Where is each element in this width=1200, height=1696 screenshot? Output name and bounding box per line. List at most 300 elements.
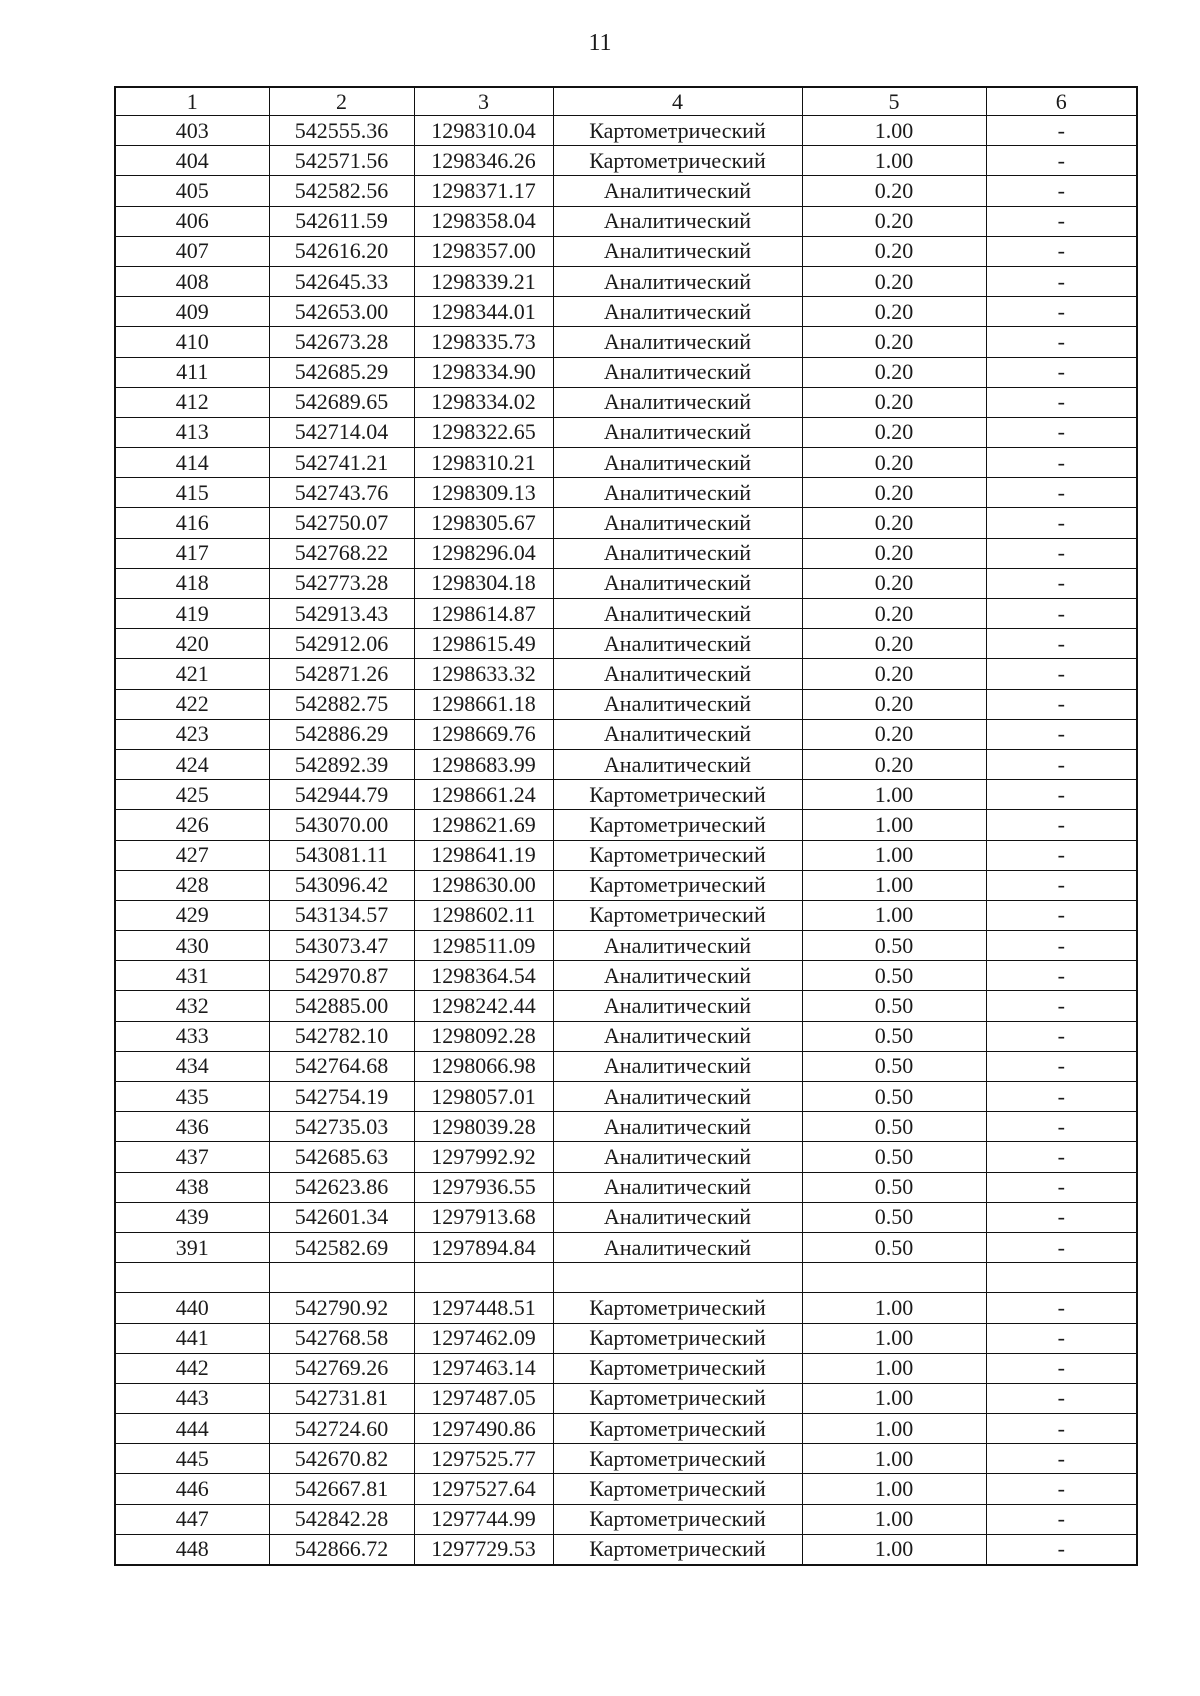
y-coordinate-cell: 1298039.28	[414, 1112, 553, 1142]
x-coordinate-cell: 542790.92	[269, 1293, 414, 1323]
coordinates-table	[114, 86, 1138, 1566]
note-cell	[986, 1263, 1137, 1293]
note-cell: -	[986, 176, 1137, 206]
point-number-cell: 405	[115, 176, 269, 206]
method-cell: Аналитический	[553, 931, 802, 961]
point-number-cell: 407	[115, 236, 269, 266]
note-cell: -	[986, 478, 1137, 508]
note-cell: -	[986, 448, 1137, 478]
note-cell: -	[986, 1323, 1137, 1353]
point-number-cell: 437	[115, 1142, 269, 1172]
column-header: 6	[986, 87, 1137, 116]
note-cell: -	[986, 629, 1137, 659]
accuracy-cell: 1.00	[802, 146, 986, 176]
table-row	[115, 1293, 1137, 1323]
point-number-cell: 446	[115, 1474, 269, 1504]
method-cell: Картометрический	[553, 1293, 802, 1323]
accuracy-cell: 0.50	[802, 1021, 986, 1051]
x-coordinate-cell: 542685.29	[269, 357, 414, 387]
method-cell: Аналитический	[553, 357, 802, 387]
x-coordinate-cell: 542645.33	[269, 266, 414, 296]
method-cell: Картометрический	[553, 1474, 802, 1504]
table-row	[115, 176, 1137, 206]
table-row	[115, 236, 1137, 266]
note-cell: -	[986, 1474, 1137, 1504]
point-number-cell: 414	[115, 448, 269, 478]
accuracy-cell: 1.00	[802, 1444, 986, 1474]
x-coordinate-cell: 542673.28	[269, 327, 414, 357]
accuracy-cell: 0.50	[802, 1051, 986, 1081]
point-number-cell: 419	[115, 599, 269, 629]
y-coordinate-cell: 1297462.09	[414, 1323, 553, 1353]
x-coordinate-cell: 542743.76	[269, 478, 414, 508]
accuracy-cell: 0.20	[802, 749, 986, 779]
point-number-cell: 435	[115, 1082, 269, 1112]
point-number-cell: 427	[115, 840, 269, 870]
method-cell: Аналитический	[553, 1172, 802, 1202]
note-cell: -	[986, 961, 1137, 991]
table-row	[115, 538, 1137, 568]
note-cell: -	[986, 206, 1137, 236]
y-coordinate-cell: 1297525.77	[414, 1444, 553, 1474]
x-coordinate-cell: 542653.00	[269, 297, 414, 327]
x-coordinate-cell: 542768.22	[269, 538, 414, 568]
x-coordinate-cell: 543096.42	[269, 870, 414, 900]
y-coordinate-cell: 1298344.01	[414, 297, 553, 327]
method-cell: Аналитический	[553, 1082, 802, 1112]
x-coordinate-cell: 543070.00	[269, 810, 414, 840]
x-coordinate-cell: 543073.47	[269, 931, 414, 961]
x-coordinate-cell: 542882.75	[269, 689, 414, 719]
note-cell: -	[986, 1383, 1137, 1413]
y-coordinate-cell: 1297894.84	[414, 1232, 553, 1262]
note-cell: -	[986, 1353, 1137, 1383]
table-row	[115, 266, 1137, 296]
note-cell: -	[986, 1021, 1137, 1051]
table-row	[115, 387, 1137, 417]
note-cell: -	[986, 387, 1137, 417]
y-coordinate-cell: 1297729.53	[414, 1534, 553, 1565]
method-cell: Аналитический	[553, 689, 802, 719]
y-coordinate-cell: 1298339.21	[414, 266, 553, 296]
method-cell: Аналитический	[553, 448, 802, 478]
method-cell: Картометрический	[553, 1353, 802, 1383]
x-coordinate-cell	[269, 1263, 414, 1293]
point-number-cell: 442	[115, 1353, 269, 1383]
x-coordinate-cell: 542913.43	[269, 599, 414, 629]
accuracy-cell: 1.00	[802, 840, 986, 870]
table-row	[115, 448, 1137, 478]
accuracy-cell: 1.00	[802, 1293, 986, 1323]
accuracy-cell: 0.50	[802, 1202, 986, 1232]
table-row	[115, 1474, 1137, 1504]
accuracy-cell: 0.20	[802, 327, 986, 357]
y-coordinate-cell: 1298310.21	[414, 448, 553, 478]
method-cell: Картометрический	[553, 810, 802, 840]
x-coordinate-cell: 542866.72	[269, 1534, 414, 1565]
y-coordinate-cell	[414, 1263, 553, 1293]
note-cell: -	[986, 1082, 1137, 1112]
table-row	[115, 1444, 1137, 1474]
note-cell: -	[986, 689, 1137, 719]
column-header: 5	[802, 87, 986, 116]
x-coordinate-cell: 543134.57	[269, 900, 414, 930]
x-coordinate-cell: 542689.65	[269, 387, 414, 417]
accuracy-cell: 0.20	[802, 659, 986, 689]
method-cell: Аналитический	[553, 659, 802, 689]
point-number-cell: 428	[115, 870, 269, 900]
point-number-cell: 440	[115, 1293, 269, 1323]
accuracy-cell: 0.20	[802, 357, 986, 387]
point-number-cell: 417	[115, 538, 269, 568]
point-number-cell: 391	[115, 1232, 269, 1262]
y-coordinate-cell: 1298633.32	[414, 659, 553, 689]
y-coordinate-cell: 1298296.04	[414, 538, 553, 568]
method-cell: Аналитический	[553, 417, 802, 447]
y-coordinate-cell: 1298614.87	[414, 599, 553, 629]
point-number-cell: 444	[115, 1414, 269, 1444]
table-row	[115, 1112, 1137, 1142]
point-number-cell: 439	[115, 1202, 269, 1232]
table-row	[115, 1504, 1137, 1534]
accuracy-cell: 1.00	[802, 1323, 986, 1353]
accuracy-cell: 0.20	[802, 176, 986, 206]
y-coordinate-cell: 1298309.13	[414, 478, 553, 508]
x-coordinate-cell: 542623.86	[269, 1172, 414, 1202]
y-coordinate-cell: 1297448.51	[414, 1293, 553, 1323]
method-cell: Аналитический	[553, 1051, 802, 1081]
x-coordinate-cell: 542892.39	[269, 749, 414, 779]
table-row	[115, 749, 1137, 779]
y-coordinate-cell: 1298364.54	[414, 961, 553, 991]
method-cell: Аналитический	[553, 538, 802, 568]
accuracy-cell: 1.00	[802, 780, 986, 810]
note-cell: -	[986, 991, 1137, 1021]
note-cell: -	[986, 508, 1137, 538]
accuracy-cell: 0.20	[802, 508, 986, 538]
y-coordinate-cell: 1298615.49	[414, 629, 553, 659]
note-cell: -	[986, 1504, 1137, 1534]
accuracy-cell: 0.20	[802, 266, 986, 296]
table-row	[115, 417, 1137, 447]
table-row	[115, 206, 1137, 236]
method-cell: Картометрический	[553, 780, 802, 810]
method-cell	[553, 1263, 802, 1293]
method-cell: Аналитический	[553, 719, 802, 749]
point-number-cell: 404	[115, 146, 269, 176]
method-cell: Картометрический	[553, 1414, 802, 1444]
x-coordinate-cell: 542912.06	[269, 629, 414, 659]
x-coordinate-cell: 542724.60	[269, 1414, 414, 1444]
accuracy-cell: 0.20	[802, 297, 986, 327]
y-coordinate-cell: 1298304.18	[414, 568, 553, 598]
point-number-cell	[115, 1263, 269, 1293]
x-coordinate-cell: 542731.81	[269, 1383, 414, 1413]
method-cell: Аналитический	[553, 991, 802, 1021]
x-coordinate-cell: 542571.56	[269, 146, 414, 176]
method-cell: Картометрический	[553, 1383, 802, 1413]
y-coordinate-cell: 1298242.44	[414, 991, 553, 1021]
accuracy-cell: 1.00	[802, 1504, 986, 1534]
table-row	[115, 1353, 1137, 1383]
table-row	[115, 1082, 1137, 1112]
y-coordinate-cell: 1297490.86	[414, 1414, 553, 1444]
table-row	[115, 116, 1137, 146]
table-row	[115, 508, 1137, 538]
x-coordinate-cell: 542735.03	[269, 1112, 414, 1142]
note-cell: -	[986, 1414, 1137, 1444]
point-number-cell: 441	[115, 1323, 269, 1353]
point-number-cell: 447	[115, 1504, 269, 1534]
accuracy-cell: 0.50	[802, 961, 986, 991]
y-coordinate-cell: 1298661.18	[414, 689, 553, 719]
method-cell: Аналитический	[553, 1021, 802, 1051]
method-cell: Аналитический	[553, 236, 802, 266]
point-number-cell: 429	[115, 900, 269, 930]
point-number-cell: 430	[115, 931, 269, 961]
column-header: 3	[414, 87, 553, 116]
table-row	[115, 1232, 1137, 1262]
accuracy-cell: 0.20	[802, 387, 986, 417]
y-coordinate-cell: 1298630.00	[414, 870, 553, 900]
table-row	[115, 568, 1137, 598]
note-cell: -	[986, 236, 1137, 266]
x-coordinate-cell: 543081.11	[269, 840, 414, 870]
point-number-cell: 420	[115, 629, 269, 659]
y-coordinate-cell: 1298357.00	[414, 236, 553, 266]
y-coordinate-cell: 1298066.98	[414, 1051, 553, 1081]
note-cell: -	[986, 146, 1137, 176]
y-coordinate-cell: 1297992.92	[414, 1142, 553, 1172]
x-coordinate-cell: 542555.36	[269, 116, 414, 146]
y-coordinate-cell: 1298057.01	[414, 1082, 553, 1112]
note-cell: -	[986, 1112, 1137, 1142]
note-cell: -	[986, 417, 1137, 447]
method-cell: Аналитический	[553, 297, 802, 327]
point-number-cell: 443	[115, 1383, 269, 1413]
table-row	[115, 478, 1137, 508]
y-coordinate-cell: 1298511.09	[414, 931, 553, 961]
y-coordinate-cell: 1297744.99	[414, 1504, 553, 1534]
table-row	[115, 931, 1137, 961]
note-cell: -	[986, 357, 1137, 387]
x-coordinate-cell: 542582.56	[269, 176, 414, 206]
point-number-cell: 433	[115, 1021, 269, 1051]
y-coordinate-cell: 1298334.90	[414, 357, 553, 387]
x-coordinate-cell: 542769.26	[269, 1353, 414, 1383]
y-coordinate-cell: 1298371.17	[414, 176, 553, 206]
point-number-cell: 421	[115, 659, 269, 689]
method-cell: Картометрический	[553, 870, 802, 900]
table-row	[115, 961, 1137, 991]
y-coordinate-cell: 1298310.04	[414, 116, 553, 146]
note-cell: -	[986, 1051, 1137, 1081]
y-coordinate-cell: 1298621.69	[414, 810, 553, 840]
method-cell: Аналитический	[553, 387, 802, 417]
x-coordinate-cell: 542667.81	[269, 1474, 414, 1504]
method-cell: Аналитический	[553, 266, 802, 296]
table-header-row	[115, 87, 1137, 116]
point-number-cell: 425	[115, 780, 269, 810]
point-number-cell: 406	[115, 206, 269, 236]
table-row	[115, 629, 1137, 659]
y-coordinate-cell: 1297487.05	[414, 1383, 553, 1413]
method-cell: Аналитический	[553, 1112, 802, 1142]
x-coordinate-cell: 542754.19	[269, 1082, 414, 1112]
y-coordinate-cell: 1298092.28	[414, 1021, 553, 1051]
note-cell: -	[986, 870, 1137, 900]
note-cell: -	[986, 538, 1137, 568]
y-coordinate-cell: 1297527.64	[414, 1474, 553, 1504]
y-coordinate-cell: 1298346.26	[414, 146, 553, 176]
table-row	[115, 1414, 1137, 1444]
y-coordinate-cell: 1298334.02	[414, 387, 553, 417]
method-cell: Аналитический	[553, 749, 802, 779]
y-coordinate-cell: 1298305.67	[414, 508, 553, 538]
point-number-cell: 408	[115, 266, 269, 296]
accuracy-cell: 0.20	[802, 719, 986, 749]
point-number-cell: 438	[115, 1172, 269, 1202]
table-body	[115, 116, 1137, 1566]
method-cell: Картометрический	[553, 1444, 802, 1474]
note-cell: -	[986, 297, 1137, 327]
table-row	[115, 1021, 1137, 1051]
table-row	[115, 991, 1137, 1021]
method-cell: Картометрический	[553, 1504, 802, 1534]
accuracy-cell: 1.00	[802, 1534, 986, 1565]
note-cell: -	[986, 266, 1137, 296]
point-number-cell: 426	[115, 810, 269, 840]
x-coordinate-cell: 542741.21	[269, 448, 414, 478]
x-coordinate-cell: 542842.28	[269, 1504, 414, 1534]
y-coordinate-cell: 1297463.14	[414, 1353, 553, 1383]
table-row	[115, 900, 1137, 930]
note-cell: -	[986, 1232, 1137, 1262]
point-number-cell: 424	[115, 749, 269, 779]
y-coordinate-cell: 1298335.73	[414, 327, 553, 357]
accuracy-cell: 0.50	[802, 991, 986, 1021]
method-cell: Аналитический	[553, 1142, 802, 1172]
note-cell: -	[986, 116, 1137, 146]
note-cell: -	[986, 327, 1137, 357]
table-row	[115, 1051, 1137, 1081]
table-row	[115, 357, 1137, 387]
note-cell: -	[986, 1172, 1137, 1202]
y-coordinate-cell: 1298322.65	[414, 417, 553, 447]
note-cell: -	[986, 931, 1137, 961]
accuracy-cell: 0.20	[802, 448, 986, 478]
note-cell: -	[986, 1202, 1137, 1232]
y-coordinate-cell: 1297936.55	[414, 1172, 553, 1202]
method-cell: Аналитический	[553, 206, 802, 236]
x-coordinate-cell: 542885.00	[269, 991, 414, 1021]
y-coordinate-cell: 1298641.19	[414, 840, 553, 870]
point-number-cell: 422	[115, 689, 269, 719]
accuracy-cell: 0.20	[802, 478, 986, 508]
table-row	[115, 297, 1137, 327]
table-row	[115, 1142, 1137, 1172]
point-number-cell: 418	[115, 568, 269, 598]
x-coordinate-cell: 542871.26	[269, 659, 414, 689]
y-coordinate-cell: 1298602.11	[414, 900, 553, 930]
accuracy-cell: 1.00	[802, 870, 986, 900]
accuracy-cell: 0.50	[802, 1082, 986, 1112]
point-number-cell: 415	[115, 478, 269, 508]
note-cell: -	[986, 900, 1137, 930]
method-cell: Картометрический	[553, 1534, 802, 1565]
point-number-cell: 416	[115, 508, 269, 538]
method-cell: Картометрический	[553, 146, 802, 176]
accuracy-cell: 1.00	[802, 116, 986, 146]
table-row	[115, 1534, 1137, 1565]
x-coordinate-cell: 542670.82	[269, 1444, 414, 1474]
x-coordinate-cell: 542582.69	[269, 1232, 414, 1262]
point-number-cell: 448	[115, 1534, 269, 1565]
accuracy-cell: 0.50	[802, 1232, 986, 1262]
accuracy-cell: 1.00	[802, 900, 986, 930]
method-cell: Картометрический	[553, 1323, 802, 1353]
method-cell: Аналитический	[553, 478, 802, 508]
y-coordinate-cell: 1298683.99	[414, 749, 553, 779]
table-row	[115, 146, 1137, 176]
note-cell: -	[986, 719, 1137, 749]
x-coordinate-cell: 542886.29	[269, 719, 414, 749]
table-row	[115, 719, 1137, 749]
x-coordinate-cell: 542714.04	[269, 417, 414, 447]
accuracy-cell: 0.20	[802, 417, 986, 447]
note-cell: -	[986, 1142, 1137, 1172]
table-row	[115, 327, 1137, 357]
table-row	[115, 659, 1137, 689]
method-cell: Аналитический	[553, 961, 802, 991]
note-cell: -	[986, 659, 1137, 689]
accuracy-cell: 0.50	[802, 1142, 986, 1172]
table-row	[115, 1202, 1137, 1232]
note-cell: -	[986, 840, 1137, 870]
y-coordinate-cell: 1298358.04	[414, 206, 553, 236]
accuracy-cell: 0.50	[802, 931, 986, 961]
method-cell: Аналитический	[553, 599, 802, 629]
accuracy-cell: 0.20	[802, 629, 986, 659]
x-coordinate-cell: 542944.79	[269, 780, 414, 810]
x-coordinate-cell: 542764.68	[269, 1051, 414, 1081]
accuracy-cell: 0.50	[802, 1172, 986, 1202]
point-number-cell: 410	[115, 327, 269, 357]
note-cell: -	[986, 1293, 1137, 1323]
method-cell: Аналитический	[553, 327, 802, 357]
x-coordinate-cell: 542970.87	[269, 961, 414, 991]
table-row	[115, 1383, 1137, 1413]
note-cell: -	[986, 1534, 1137, 1565]
accuracy-cell: 0.20	[802, 538, 986, 568]
note-cell: -	[986, 599, 1137, 629]
accuracy-cell: 0.20	[802, 689, 986, 719]
note-cell: -	[986, 749, 1137, 779]
x-coordinate-cell: 542601.34	[269, 1202, 414, 1232]
method-cell: Аналитический	[553, 508, 802, 538]
accuracy-cell: 0.20	[802, 599, 986, 629]
accuracy-cell: 0.20	[802, 236, 986, 266]
point-number-cell: 423	[115, 719, 269, 749]
point-number-cell: 413	[115, 417, 269, 447]
accuracy-cell	[802, 1263, 986, 1293]
table-row	[115, 810, 1137, 840]
table-row	[115, 780, 1137, 810]
point-number-cell: 411	[115, 357, 269, 387]
y-coordinate-cell: 1298669.76	[414, 719, 553, 749]
table-row	[115, 1323, 1137, 1353]
table-separator-row	[115, 1263, 1137, 1293]
